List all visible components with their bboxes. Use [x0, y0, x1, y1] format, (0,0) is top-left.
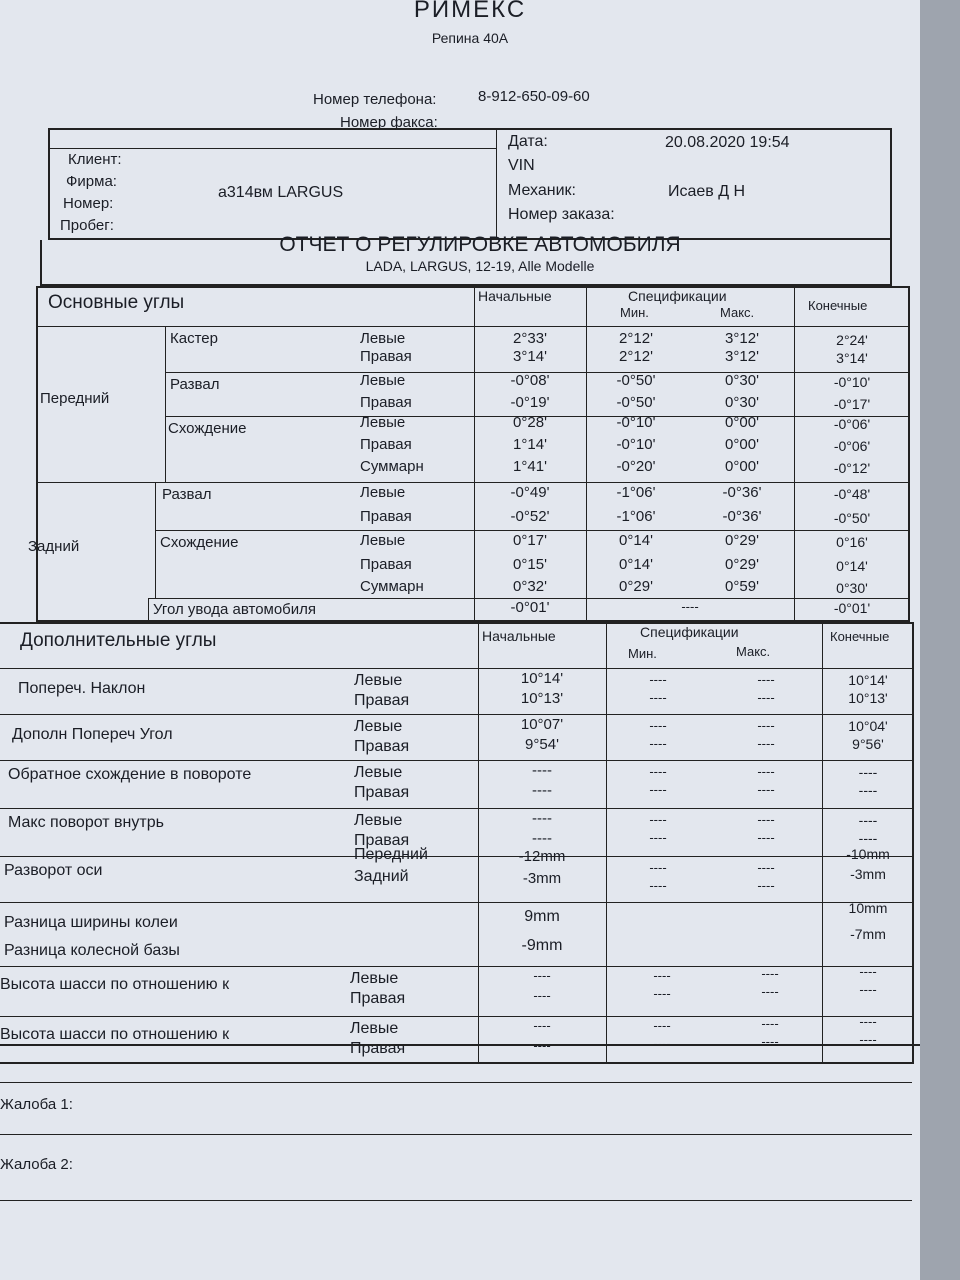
add-min-1: ---- [649, 812, 667, 827]
group-name: Схождение [160, 534, 239, 551]
row-initial: 1°41' [513, 458, 547, 475]
rear-axle-label: Задний [28, 538, 80, 555]
row-initial: 2°33' [513, 330, 547, 347]
company-address: Репина 40А [431, 30, 509, 46]
add-side-2: Правая [354, 738, 410, 755]
add-final-1: 10°14' [848, 672, 888, 688]
add-row-name: Дополн Попереч Угол [12, 726, 173, 743]
height-initial-1: ---- [533, 968, 551, 983]
add-side-2: Правая [354, 692, 410, 709]
height-side-2: Правая [350, 1040, 406, 1057]
main-header-line [36, 326, 910, 327]
height-side-1: Левые [350, 970, 399, 987]
add-final-2: ---- [858, 782, 878, 798]
row-min: -0°50' [616, 394, 656, 411]
complaint-line-2 [0, 1134, 912, 1135]
height-min-1: ---- [653, 968, 671, 983]
row-min: -1°06' [616, 484, 656, 501]
add-final-2: 9°56' [852, 736, 884, 752]
height-max-2: ---- [761, 984, 779, 999]
row-final: 3°14' [836, 350, 868, 366]
add-section-title: Дополнительные углы [20, 630, 217, 651]
row-min: -1°06' [616, 508, 656, 525]
height-initial-2: ---- [533, 988, 551, 1003]
add-final-1: 10°04' [848, 718, 888, 734]
firm-label: Фирма: [66, 173, 117, 190]
vin-label: VIN [508, 157, 535, 174]
row-max: 0°59' [725, 578, 759, 595]
mechanic-label: Механик: [508, 182, 576, 199]
add-row-name: Разворот оси [4, 862, 103, 879]
main-max-header: Макс. [720, 305, 755, 320]
client-separator [48, 148, 496, 149]
row-min: -0°10' [616, 436, 656, 453]
row-initial: 0°17' [513, 532, 547, 549]
row-min: -0°20' [616, 458, 656, 475]
add-max-1: ---- [757, 764, 775, 779]
add-min-2: ---- [649, 830, 667, 845]
row-initial: -0°19' [510, 394, 550, 411]
mileage-label: Пробег: [60, 217, 114, 234]
row-final: -0°06' [833, 416, 871, 432]
height-side-1: Левые [350, 1020, 399, 1037]
thrust-label: Угол увода автомобиля [153, 601, 317, 618]
add-max-1: ---- [757, 718, 775, 733]
row-initial: 0°28' [513, 414, 547, 431]
date-label: Дата: [508, 133, 548, 150]
row-side: Суммарн [360, 458, 424, 475]
diff-top-line [0, 902, 914, 903]
add-initial-header: Начальные [482, 628, 556, 644]
add-initial-2: 10°13' [520, 690, 564, 707]
phone-label: Номер телефона: [313, 91, 437, 108]
main-initial-header: Начальные [478, 288, 552, 304]
height-side-2: Правая [350, 990, 406, 1007]
add-side-1: Левые [354, 812, 403, 829]
height-final-2: ---- [859, 1032, 877, 1047]
row-final: 2°24' [836, 332, 868, 348]
height-row-name: Высота шасси по отношению к [0, 976, 230, 993]
plate-number: а314вм LARGUS [218, 184, 344, 201]
height-min-2: ---- [653, 986, 671, 1001]
add-final-2: -3mm [850, 866, 886, 882]
row-side: Левые [360, 330, 406, 347]
height-initial-1: ---- [533, 1018, 551, 1033]
add-min-1: ---- [649, 860, 667, 875]
row-final: -0°50' [833, 510, 871, 526]
group-name: Кастер [170, 330, 218, 347]
front-rear-line [36, 482, 910, 483]
add-min-2: ---- [649, 782, 667, 797]
track-diff-final: 10mm [848, 900, 888, 916]
row-side: Правая [360, 394, 412, 411]
row-min: -0°10' [616, 414, 656, 431]
add-side-2: Задний [354, 868, 409, 885]
complaint-line-3 [0, 1200, 912, 1201]
row-final: 0°14' [836, 558, 868, 574]
add-side-1: Передний [354, 846, 428, 863]
add-row-name: Макс поворот внутрь [8, 814, 164, 831]
row-side: Левые [360, 484, 406, 501]
row-min: 0°29' [619, 578, 653, 595]
add-max-2: ---- [757, 878, 775, 893]
row-side: Правая [360, 436, 412, 453]
row-max: -0°36' [722, 508, 762, 525]
add-header-line [0, 668, 914, 669]
add-row-line [0, 856, 914, 857]
add-min-2: ---- [649, 736, 667, 751]
add-side-1: Левые [354, 672, 403, 689]
add-initial-1: 10°07' [520, 716, 564, 733]
add-min-1: ---- [649, 764, 667, 779]
add-max-2: ---- [757, 690, 775, 705]
number-label: Номер: [63, 195, 114, 212]
add-side-2: Правая [354, 832, 410, 849]
row-max: 0°29' [725, 556, 759, 573]
add-initial-1: -12mm [518, 848, 566, 865]
add-final-header: Конечные [830, 629, 890, 644]
add-max-2: ---- [757, 782, 775, 797]
fax-label: Номер факса: [340, 114, 438, 131]
add-max-1: ---- [757, 812, 775, 827]
add-side-2: Правая [354, 784, 410, 801]
add-side-1: Левые [354, 718, 403, 735]
row-min: 0°14' [619, 532, 653, 549]
front-axle-label: Передний [40, 390, 110, 407]
track-diff-label: Разница ширины колеи [4, 914, 178, 931]
add-max-2: ---- [757, 736, 775, 751]
height-max-1: ---- [761, 966, 779, 981]
order-label: Номер заказа: [508, 206, 615, 223]
add-final-1: ---- [858, 764, 878, 780]
add-specs-header: Спецификации [640, 624, 739, 640]
row-final: -0°12' [833, 460, 871, 476]
add-row-name: Обратное схождение в повороте [8, 766, 252, 783]
add-row-line [0, 808, 914, 809]
row-max: 0°29' [725, 532, 759, 549]
add-initial-1: ---- [532, 810, 552, 827]
add-side-1: Левые [354, 764, 403, 781]
add-row-line [0, 714, 914, 715]
complaints-top-line [0, 1044, 920, 1046]
add-max-2: ---- [757, 830, 775, 845]
phone-value: 8-912-650-09-60 [478, 88, 590, 105]
report-subtitle: LADA, LARGUS, 12-19, Alle Modelle [365, 258, 595, 274]
front-sub-divider [165, 326, 166, 482]
row-initial: 0°32' [513, 578, 547, 595]
add-min-2: ---- [649, 690, 667, 705]
track-diff-initial: 9mm [524, 908, 560, 925]
row-max: 0°00' [725, 458, 759, 475]
add-initial-1: 10°14' [520, 670, 564, 687]
add-initial-2: ---- [532, 830, 552, 847]
add-initial-2: -3mm [522, 870, 562, 887]
row-final: -0°06' [833, 438, 871, 454]
wheelbase-diff-label: Разница колесной базы [4, 942, 180, 959]
row-side: Левые [360, 532, 406, 549]
add-min-1: ---- [649, 672, 667, 687]
add-row-name: Попереч. Наклон [18, 680, 146, 697]
group-name: Развал [170, 376, 220, 393]
add-final-2: 10°13' [848, 690, 888, 706]
row-max: 0°00' [725, 436, 759, 453]
height-min-2: ---- [653, 1036, 671, 1051]
add-min-1: ---- [649, 718, 667, 733]
rear-sub-divider [155, 482, 156, 598]
height-min-1: ---- [653, 1018, 671, 1033]
row-max: 0°30' [725, 372, 759, 389]
mechanic-value: Исаев Д Н [668, 183, 746, 200]
complaint-1-label: Жалоба 1: [0, 1096, 73, 1113]
report-title: ОТЧЕТ О РЕГУЛИРОВКЕ АВТОМОБИЛЯ [279, 233, 681, 256]
height-initial-2: ---- [533, 1038, 551, 1053]
height-max-1: ---- [761, 1016, 779, 1031]
height-row-name: Высота шасси по отношению к [0, 1026, 230, 1043]
row-max: 0°30' [725, 394, 759, 411]
row-min: 2°12' [619, 330, 653, 347]
add-row-line [0, 760, 914, 761]
row-initial: -0°52' [510, 508, 550, 525]
complaint-2-label: Жалоба 2: [0, 1156, 73, 1173]
row-min: 0°14' [619, 556, 653, 573]
main-section-title: Основные углы [48, 292, 185, 313]
row-side: Правая [360, 348, 412, 365]
row-side: Левые [360, 372, 406, 389]
row-final: -0°48' [833, 486, 871, 502]
height-final-2: ---- [859, 982, 877, 997]
add-initial-2: 9°54' [525, 736, 559, 753]
height-final-1: ---- [859, 1014, 877, 1029]
thrust-initial: -0°01' [510, 599, 550, 616]
row-min: 2°12' [619, 348, 653, 365]
row-max: 3°12' [725, 330, 759, 347]
add-initial-2: ---- [532, 782, 552, 799]
thrust-divider [148, 598, 149, 622]
row-initial: 0°15' [513, 556, 547, 573]
row-final: 0°16' [836, 534, 868, 550]
company-name: РИМЕКС [413, 0, 527, 23]
main-specs-header: Спецификации [628, 288, 727, 304]
group-name: Развал [162, 486, 212, 503]
row-initial: -0°49' [510, 484, 550, 501]
client-label: Клиент: [68, 151, 122, 168]
row-max: 3°12' [725, 348, 759, 365]
row-initial: -0°08' [510, 372, 550, 389]
main-final-header: Конечные [808, 298, 868, 313]
date-value: 20.08.2020 19:54 [665, 134, 790, 151]
add-max-1: ---- [757, 860, 775, 875]
add-initial-1: ---- [532, 762, 552, 779]
row-final: -0°10' [833, 374, 871, 390]
add-final-2: ---- [858, 830, 878, 846]
height-final-1: ---- [859, 964, 877, 979]
add-max-1: ---- [757, 672, 775, 687]
row-side: Правая [360, 556, 412, 573]
wheelbase-diff-final: -7mm [850, 926, 886, 942]
add-min-header: Мин. [628, 646, 657, 661]
row-initial: 3°14' [513, 348, 547, 365]
main-min-header: Мин. [620, 305, 649, 320]
rear-line-1 [155, 530, 910, 531]
row-final: -0°17' [833, 396, 871, 412]
height-max-2: ---- [761, 1034, 779, 1049]
client-box-divider [496, 128, 497, 240]
add-max-header: Макс. [736, 644, 771, 659]
row-side: Правая [360, 508, 412, 525]
add-final-1: ---- [858, 812, 878, 828]
row-max: -0°36' [722, 484, 762, 501]
thrust-spec: ---- [681, 599, 699, 614]
row-side: Левые [360, 414, 406, 431]
row-side: Суммарн [360, 578, 424, 595]
row-min: -0°50' [616, 372, 656, 389]
complaint-line-1 [0, 1082, 912, 1083]
wheelbase-diff-initial: -9mm [521, 937, 563, 954]
thrust-final: -0°01' [833, 600, 871, 616]
add-min-2: ---- [649, 878, 667, 893]
row-final: 0°30' [836, 580, 868, 596]
row-initial: 1°14' [513, 436, 547, 453]
row-max: 0°00' [725, 414, 759, 431]
group-name: Схождение [168, 420, 247, 437]
add-final-1: -10mm [846, 846, 890, 862]
